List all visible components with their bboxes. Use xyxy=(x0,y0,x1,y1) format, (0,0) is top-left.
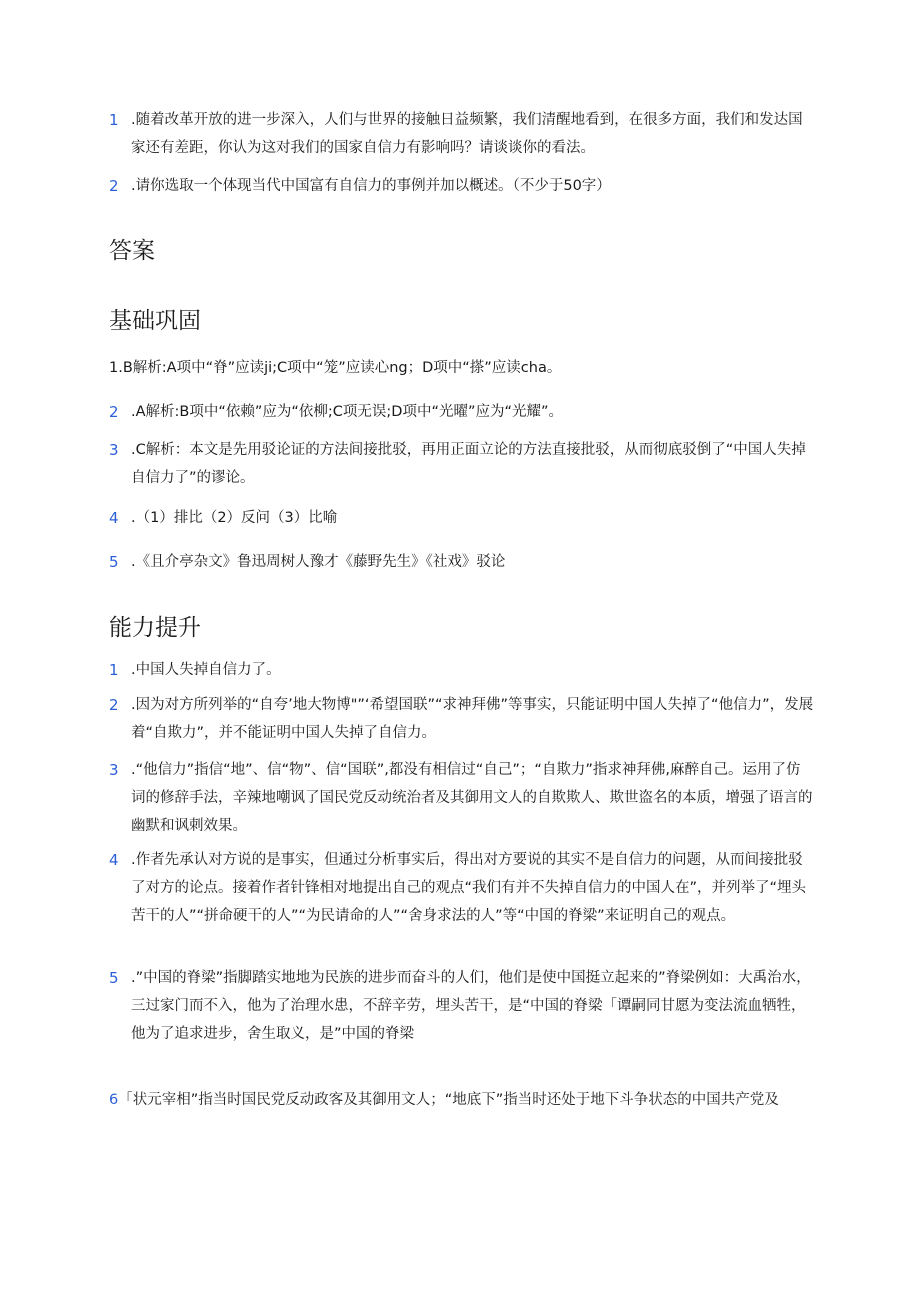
basic-answer-5 xyxy=(109,548,814,576)
answer-text: .A解析:B项中“依赖”应为“依柳;C项无误;D项中“光曜”应为“光耀”。 xyxy=(131,404,564,420)
basic-heading: 基础巩固 xyxy=(109,308,201,334)
answer-number: 1 xyxy=(109,661,119,679)
answer-number: 6 xyxy=(109,1092,119,1108)
basic-answer-2 xyxy=(109,398,814,426)
answer-number: 3 xyxy=(109,441,119,459)
answer-number: 4 xyxy=(109,851,119,869)
ability-answer-4 xyxy=(109,846,814,930)
ability-answer-1 xyxy=(109,656,814,684)
basic-answer-3 xyxy=(109,436,814,492)
answer-text: .“他信力”指信“地”、信“物”、信“国联”,都没有相信过“自己”；“自欺力”指求神拜佛,麻醉自己。运用了仿词的修辞手法，辛辣地嘲讽了国民党反动统治者及其御用文人的自欺欺人、欺世盗名的本质，增强了语言的幽默和讽刺效果。 xyxy=(131,762,813,834)
answer-text: .作者先承认对方说的是事实，但通过分析事实后，得出对方要说的其实不是自信力的问题，从而间接批驳了对方的论点。接着作者针锋相对地提出自己的观点“我们有并不失掉自信力的中国人在”，并列举了“埋头苦干的人”“拼命硬干的人”“为民请命的人”“舍身求法的人”等“中国的脊梁”来证明自己的观点。 xyxy=(131,852,807,924)
answer-text: .因为对方所列举的“自夸’地大物博"”‘希望国联”“求神拜佛”等事实，只能证明中国人失掉了“他信力”，发展着“自欺力”，并不能证明中国人失掉了自信力。 xyxy=(131,697,814,741)
ability-answer-5 xyxy=(109,964,814,1048)
question-1 xyxy=(109,106,814,162)
question-text: .随着改革开放的进一步深入，人们与世界的接触日益频繁，我们清醒地看到，在很多方面，我们和发达国家还有差距，你认为这对我们的国家自信力有影响吗？请谈谈你的看法。 xyxy=(131,112,803,156)
answer-number: 5 xyxy=(109,553,119,571)
answer-number: 5 xyxy=(109,969,119,987)
answer-heading: 答案 xyxy=(109,238,155,264)
question-number: 2 xyxy=(109,177,119,195)
answer-text: 「状元宰相”指当时国民党反动政客及其御用文人；“地底下”指当时还处于地下斗争状态的中国共产党及 xyxy=(118,1092,779,1108)
question-number: 1 xyxy=(109,111,119,129)
ability-answer-6 xyxy=(109,1086,814,1114)
answer-text: .C解析：本文是先用驳论证的方法间接批驳，再用正面立论的方法直接批驳，从而彻底驳倒了“中国人失掉自信力了”的谬论。 xyxy=(131,442,806,486)
question-2 xyxy=(109,172,814,200)
answer-number: 4 xyxy=(109,509,119,527)
ability-answer-2 xyxy=(109,691,814,747)
ability-answer-3 xyxy=(109,756,814,840)
answer-text: .中国人失掉自信力了。 xyxy=(131,662,281,678)
answer-number: 2 xyxy=(109,403,119,421)
basic-answer-1: 1.B解析:A项中“脊”应读ji;C项中“笼”应读心ng；D项中“搽”应读cha。 xyxy=(109,360,562,376)
answer-number: 3 xyxy=(109,761,119,779)
answer-text: .《且介亭杂文》鲁迅周树人豫才《藤野先生》《社戏》驳论 xyxy=(131,554,506,570)
answer-text: .”中国的脊梁”指脚踏实地地为民族的进步而奋斗的人们，他们是使中国挺立起来的”脊梁例如：大禹治水，三过家门而不入，他为了治理水患，不辞辛劳，埋头苦干，是“中国的脊梁「谭嗣同甘愿为变法流血牺牲，他为了追求进步，舍生取义，是”中国的脊梁 xyxy=(131,970,811,1042)
ability-heading: 能力提升 xyxy=(109,615,201,641)
question-text: .请你选取一个体现当代中国富有自信力的事例并加以概述。（不少于50字） xyxy=(131,178,611,194)
answer-number: 2 xyxy=(109,696,119,714)
answer-text: .（1）排比（2）反问（3）比喻 xyxy=(131,510,338,526)
basic-answer-4 xyxy=(109,504,814,532)
